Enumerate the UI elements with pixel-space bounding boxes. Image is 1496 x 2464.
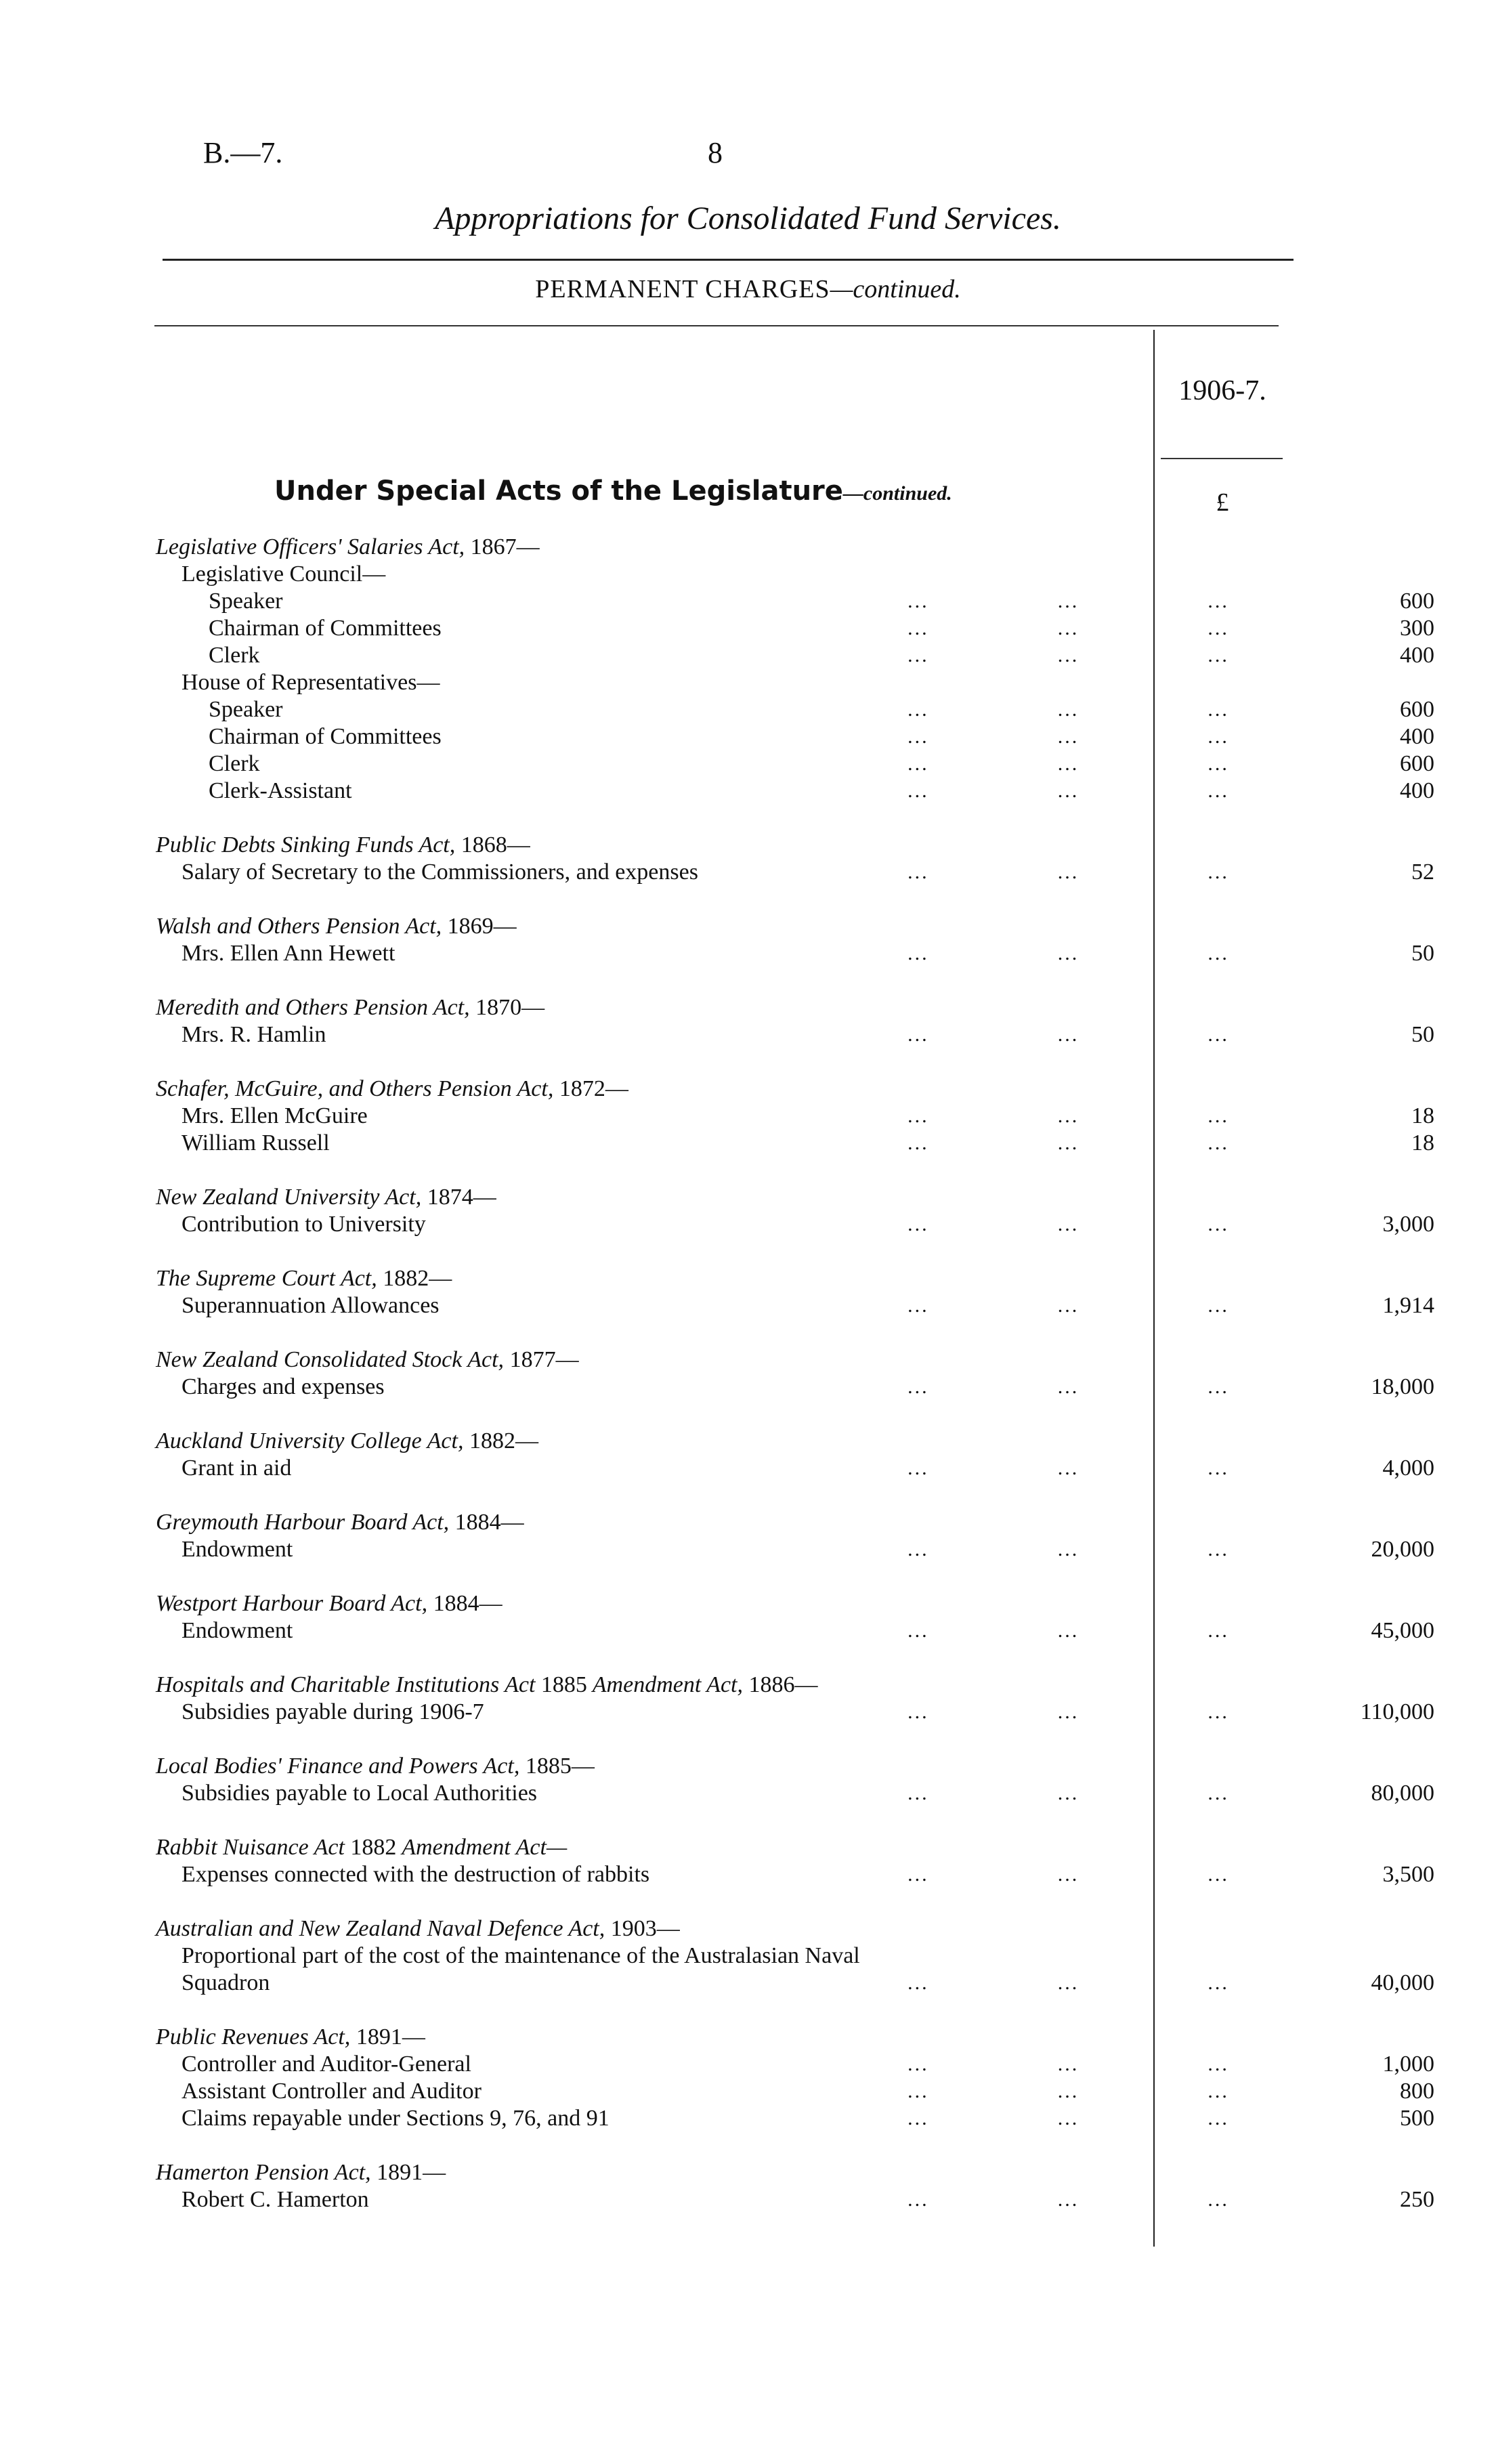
leader-dot-group: ... [907,1701,929,1723]
act-year: 1869— [447,914,517,939]
act-year: 1885 [540,1672,587,1697]
act-title [156,1184,496,1211]
leader-dot-group: ... [907,752,929,775]
item-amount: 50 [1411,941,1434,966]
item-label: Grant in aid [181,1456,292,1481]
item-label: Superannuation Allowances [181,1293,440,1318]
act-year-continued: 1886— [748,1672,818,1697]
act-year: 1891— [377,2160,446,2185]
act-name: Public Revenues Act, [156,2024,356,2049]
item-label: Mrs. Ellen McGuire [181,1103,368,1128]
leader-dot-group: ... [907,1619,929,1642]
item-label: Controller and Auditor-General [181,2052,471,2077]
act-heading [156,1672,1287,1699]
table-row [156,2105,1434,2132]
item-amount: 400 [1400,643,1434,668]
item-amount: 40,000 [1371,1970,1434,1995]
subtitle-suffix: —continued. [830,275,961,303]
leader-dot-group: ... [1208,861,1229,883]
table-row [156,2186,1434,2213]
title-rule [163,259,1294,261]
act-year: 1870— [475,995,545,1020]
act-name: Hamerton Pension Act, [156,2160,377,2185]
act-year: 1884— [454,1510,524,1535]
item-label: Salary of Secretary to the Commissioners, and expenses [181,859,698,885]
leader-dot-group: ... [1208,1972,1229,1994]
item-amount: 3,000 [1382,1212,1434,1237]
table-row [156,2078,1434,2105]
leader-dot-group: ... [1057,1457,1080,1479]
item-amount: 500 [1400,2106,1434,2131]
item-amount: 45,000 [1371,1618,1434,1643]
item-label: Speaker [209,697,283,722]
item-label: Legislative Council— [181,561,386,587]
item-label: Mrs. Ellen Ann Hewett [181,941,396,966]
leader-dot-group: ... [1208,1213,1229,1235]
leader-dot-group: ... [1208,1619,1229,1642]
act-name: New Zealand Consolidated Stock Act, [156,1347,510,1372]
leader-dot-group: ... [1057,2188,1080,2211]
leader-dot-group: ... [1057,1023,1080,1046]
item-amount: 18,000 [1371,1374,1434,1399]
page-subtitle [0,274,1496,304]
table-row [156,778,1434,805]
leader-dot-group: ... [907,780,929,802]
table-row [156,1861,1434,1888]
leader-dot-group: ... [907,644,929,666]
item-label: House of Representatives— [181,670,440,695]
item-label: Subsidies payable to Local Authorities [181,1781,538,1806]
leader-dot-group: ... [907,1294,929,1317]
item-label: Mrs. R. Hamlin [181,1022,326,1047]
leader-dot-group: ... [1208,1538,1229,1560]
table-row [156,1292,1434,1319]
table-row [156,940,1434,967]
item-amount: 80,000 [1371,1781,1434,1806]
act-title [156,2159,446,2186]
table-top-rule [154,325,1279,326]
act-year: 1872— [559,1076,628,1101]
act-title [156,1590,503,1617]
leader-dot-group: ... [907,1863,929,1886]
leader-dot-group: ... [907,861,929,883]
item-amount: 18 [1411,1103,1434,1128]
act-year: 1868— [461,832,530,857]
table-row [156,1021,1434,1048]
leader-dot-group: ... [1057,1294,1080,1317]
leader-dot-group: ... [1057,1619,1080,1642]
leader-dot-group: ... [1057,1863,1080,1886]
item-label: Clerk [209,643,260,668]
item-amount: 400 [1400,724,1434,749]
item-amount: 1,914 [1382,1293,1434,1318]
leader-dot-group: ... [1057,2080,1080,2102]
act-year: 1882— [469,1428,538,1453]
act-name: Rabbit Nuisance Act [156,1835,351,1860]
leader-dot-group: ... [907,1132,929,1154]
table-row [156,1942,1287,1970]
table-row [156,1103,1434,1130]
act-year: 1903— [610,1916,680,1941]
act-heading [156,913,1287,940]
leader-dot-group: ... [1208,1105,1229,1127]
leader-dot-group: ... [1208,2107,1229,2129]
table-row [156,669,1287,696]
item-amount: 300 [1400,616,1434,641]
act-title [156,1509,524,1536]
table-row [156,750,1434,778]
act-title [156,832,530,859]
act-year: 1882— [383,1266,452,1291]
act-title [156,913,517,940]
leader-dot-group: ... [1208,644,1229,666]
act-heading [156,2159,1287,2186]
item-label: Robert C. Hamerton [181,2187,369,2212]
leader-dot-group: ... [1057,942,1080,964]
item-amount: 600 [1400,589,1434,614]
leader-dot-group: ... [1057,752,1080,775]
item-amount: 18 [1411,1130,1434,1155]
table-row [156,1970,1434,1997]
table-row [156,1211,1434,1238]
item-amount: 800 [1400,2079,1434,2104]
item-amount: 110,000 [1360,1699,1434,1724]
item-amount: 4,000 [1382,1456,1434,1481]
act-name: Local Bodies' Finance and Powers Act, [156,1754,526,1779]
leader-dot-group: ... [907,2107,929,2129]
leader-dot-group: ... [907,1972,929,1994]
leader-dot-group: ... [1057,1105,1080,1127]
section-title: Under Special Acts of the Legislature [274,475,843,507]
leader-dot-group: ... [1057,1538,1080,1560]
act-heading [156,1509,1287,1536]
table-row [156,1455,1434,1482]
item-label: Proportional part of the cost of the maintenance of the Australasian Naval [181,1943,860,1968]
section-suffix: —continued. [842,482,952,505]
table-row [156,1536,1434,1563]
act-heading [156,1428,1287,1455]
leader-dot-group: ... [1057,2107,1080,2129]
act-name-continued: Amendment Act, [586,1672,749,1697]
table-row [156,696,1434,723]
item-label: Contribution to University [181,1212,426,1237]
leader-dot-group: ... [1057,698,1080,721]
leader-dot-group: ... [907,1538,929,1560]
leader-dot-group: ... [1057,861,1080,883]
leader-dot-group: ... [907,1782,929,1804]
act-name: Public Debts Sinking Funds Act, [156,832,461,857]
item-amount: 52 [1411,859,1434,885]
item-label: Chairman of Committees [209,724,442,749]
leader-dot-group: ... [907,725,929,748]
year-column-header: 1906-7. [1178,375,1266,406]
leader-dot-group: ... [1208,2188,1229,2211]
leader-dot-group: ... [1057,780,1080,802]
item-label: Clerk [209,751,260,776]
act-name: Legislative Officers' Salaries Act, [156,534,471,559]
act-name: Walsh and Others Pension Act, [156,914,448,939]
act-title [156,2024,425,2051]
leader-dot-group: ... [1057,725,1080,748]
act-year: 1874— [427,1185,496,1210]
act-year: 1877— [509,1347,579,1372]
leader-dot-group: ... [1057,1376,1080,1398]
leader-dot-group: ... [1208,2080,1229,2102]
act-heading [156,1184,1287,1211]
table-row [156,561,1287,588]
leader-dot-group: ... [1208,698,1229,721]
act-heading [156,994,1287,1021]
act-year: 1885— [525,1754,595,1779]
leader-dot-group: ... [1208,2053,1229,2075]
act-name: Greymouth Harbour Board Act, [156,1510,455,1535]
table-row [156,859,1434,886]
leader-dot-group: ... [907,617,929,639]
leader-dot-group: ... [1208,1782,1229,1804]
act-name-continued: Amendment Act— [396,1835,568,1860]
item-amount: 50 [1411,1022,1434,1047]
leader-dot-group: ... [1208,1294,1229,1317]
item-amount: 400 [1400,778,1434,803]
table-row [156,1374,1434,1401]
table-row [156,1130,1434,1157]
leader-dot-group: ... [907,590,929,612]
act-name: Australian and New Zealand Naval Defence Act, [156,1916,611,1941]
act-name: Hospitals and Charitable Institutions Act [156,1672,541,1697]
leader-dot-group: ... [907,942,929,964]
table-row [156,1699,1434,1726]
leader-dot-group: ... [1057,644,1080,666]
leader-dot-group: ... [1208,1023,1229,1046]
act-title [156,1915,680,1942]
leader-dot-group: ... [1208,780,1229,802]
table-row [156,2051,1434,2078]
act-heading [156,832,1287,859]
act-name: Meredith and Others Pension Act, [156,995,476,1020]
item-amount: 600 [1400,751,1434,776]
leader-dot-group: ... [907,1105,929,1127]
leader-dot-group: ... [907,1023,929,1046]
item-amount: 20,000 [1371,1537,1434,1562]
item-label: Endowment [181,1618,293,1643]
act-title [156,1672,818,1699]
act-title [156,1428,538,1455]
leader-dot-group: ... [907,2080,929,2102]
act-name: Auckland University College Act, [156,1428,469,1453]
item-amount: 250 [1400,2187,1434,2212]
table-row [156,588,1434,615]
act-year: 1882 [350,1835,397,1860]
currency-unit: £ [1216,488,1229,517]
act-heading [156,1834,1287,1861]
act-title [156,1076,628,1103]
item-label: Chairman of Committees [209,616,442,641]
item-label: Subsidies payable during 1906-7 [181,1699,484,1724]
leader-dot-group: ... [1208,1132,1229,1154]
act-name: Schafer, McGuire, and Others Pension Act, [156,1076,559,1101]
act-name: New Zealand University Act, [156,1185,427,1210]
item-amount: 1,000 [1382,2052,1434,2077]
act-title [156,1265,452,1292]
table-row [156,642,1434,669]
act-title [156,994,544,1021]
section-heading [274,475,952,507]
act-title [156,1753,595,1780]
item-label: William Russell [181,1130,330,1155]
page-title: Appropriations for Consolidated Fund Services. [435,200,1061,236]
leader-dot-group: ... [907,698,929,721]
act-heading [156,534,1287,561]
leader-dot-group: ... [1208,942,1229,964]
act-title [156,1834,567,1861]
leader-dot-group: ... [1057,1972,1080,1994]
item-label: Endowment [181,1537,293,1562]
leader-dot-group: ... [1057,1132,1080,1154]
act-heading [156,2024,1287,2051]
item-amount: 600 [1400,697,1434,722]
act-heading [156,1915,1287,1942]
leader-dot-group: ... [1208,1376,1229,1398]
act-heading [156,1265,1287,1292]
subtitle-main: PERMANENT CHARGES [535,275,830,303]
leader-dot-group: ... [907,1457,929,1479]
item-label: Expenses connected with the destruction of rabbits [181,1862,650,1887]
leader-dot-group: ... [1057,1701,1080,1723]
leader-dot-group: ... [907,1376,929,1398]
act-year: 1891— [356,2024,425,2049]
item-label: Assistant Controller and Auditor [181,2079,482,2104]
document-reference: B.—7. [203,136,283,169]
act-heading [156,1076,1287,1103]
act-year: 1884— [433,1591,503,1616]
leader-dot-group: ... [1057,1213,1080,1235]
leader-dot-group: ... [1057,2053,1080,2075]
item-label: Clerk-Assistant [209,778,352,803]
act-title [156,534,540,561]
leader-dot-group: ... [1057,590,1080,612]
leader-dot-group: ... [1208,617,1229,639]
leader-dot-group: ... [907,1213,929,1235]
item-label: Squadron [181,1970,270,1995]
item-label: Claims repayable under Sections 9, 76, and 91 [181,2106,610,2131]
act-heading [156,1346,1287,1374]
table-row [156,615,1434,642]
act-heading [156,1590,1287,1617]
item-amount: 3,500 [1382,1862,1434,1887]
leader-dot-group: ... [1057,617,1080,639]
page-number: 8 [708,136,723,169]
item-label: Charges and expenses [181,1374,385,1399]
act-heading [156,1753,1287,1780]
item-label: Speaker [209,589,283,614]
leader-dot-group: ... [1208,1863,1229,1886]
leader-dot-group: ... [1208,1701,1229,1723]
leader-dot-group: ... [1208,1457,1229,1479]
table-row [156,1617,1434,1644]
table-row [156,723,1434,750]
year-header-rule [1161,458,1283,459]
leader-dot-group: ... [1208,725,1229,748]
act-year: 1867— [470,534,540,559]
leader-dot-group: ... [1057,1782,1080,1804]
leader-dot-group: ... [907,2053,929,2075]
table-row [156,1780,1434,1807]
act-name: The Supreme Court Act, [156,1266,383,1291]
leader-dot-group: ... [907,2188,929,2211]
leader-dot-group: ... [1208,752,1229,775]
act-title [156,1346,579,1374]
act-name: Westport Harbour Board Act, [156,1591,433,1616]
leader-dot-group: ... [1208,590,1229,612]
